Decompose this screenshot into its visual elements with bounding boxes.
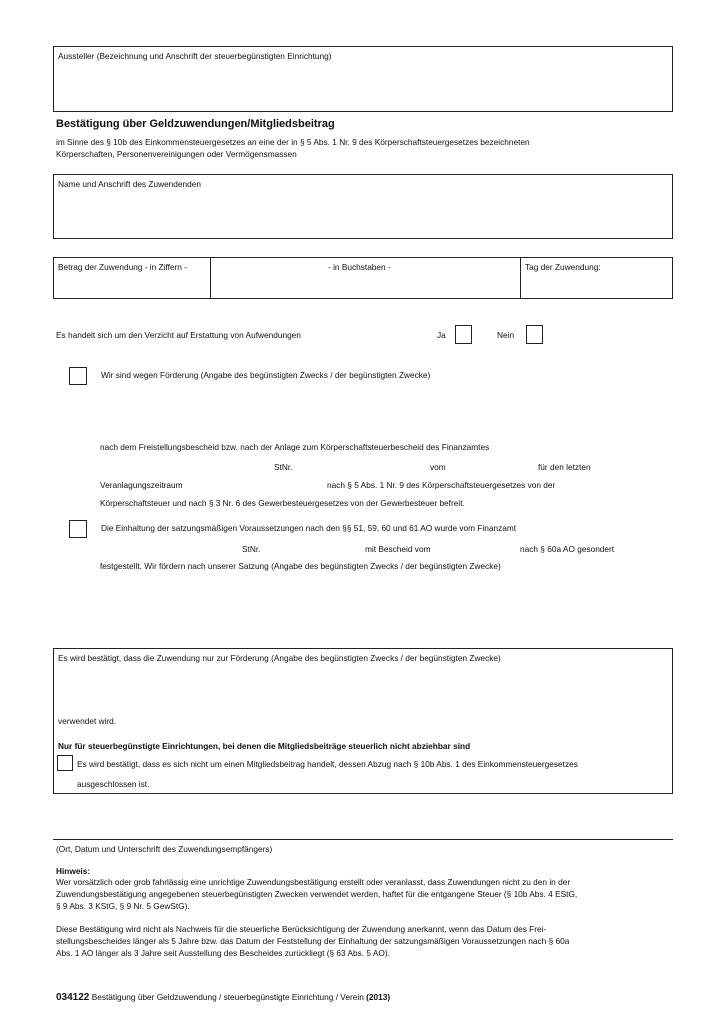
- waiver-yes-checkbox[interactable]: [455, 325, 472, 344]
- hint-heading: Hinweis:: [56, 866, 91, 876]
- option2-section60a-label: nach § 60a AO gesondert: [520, 544, 615, 554]
- membership-checkbox[interactable]: [57, 755, 73, 771]
- option2-checkbox[interactable]: [69, 520, 87, 538]
- form-footer: [56, 992, 390, 1003]
- confirmation-used: verwendet wird.: [58, 716, 117, 726]
- donor-label: Name und Anschrift des Zuwendenden: [58, 179, 201, 189]
- donor-field[interactable]: [53, 174, 673, 239]
- membership-line2: ausgeschlossen ist.: [77, 779, 150, 789]
- hint-p2-line2: stellungsbescheides länger als 5 Jahre bzw. das Datum der Feststellung der Einhaltung der satzungsmäßigen Voraussetzungen nach § 60a: [56, 936, 570, 946]
- issuer-label: Aussteller (Bezeichnung und Anschrift der steuerbegünstigten Einrichtung): [58, 51, 332, 61]
- option1-checkbox[interactable]: [69, 367, 87, 385]
- notice-last-label: für den letzten: [538, 462, 591, 472]
- hint-p2-line1: Diese Bestätigung wird nicht als Nachweis für die steuerliche Berücksichtigung der Zuwendung anerkannt, wenn das Datum des Frei-: [56, 924, 547, 934]
- donation-date-label: Tag der Zuwendung:: [525, 262, 601, 272]
- amount-digits-field[interactable]: [53, 257, 211, 299]
- hint-p1-line2: Zuwendungsbestätigung angegebenen steuerbegünstigten Zwecken verwendet werden, haftet für die entgangene Steuer (§ 10b Abs. 4 EStG,: [56, 889, 578, 899]
- notice-line3: Körperschaftsteuer und nach § 3 Nr. 6 des Gewerbesteuergesetzes von der Gewerbesteuer befreit.: [100, 498, 465, 508]
- form-footer-year: (2013): [366, 992, 391, 1002]
- form-code: 034122: [56, 992, 90, 1003]
- waiver-yes-label: Ja: [437, 330, 446, 340]
- option2-line1: Die Einhaltung der satzungsmäßigen Voraussetzungen nach den §§ 51, 59, 60 und 61 AO wurde vom Finanzamt: [101, 523, 517, 533]
- option2-notice-date-label: mit Bescheid vom: [365, 544, 431, 554]
- hint-p2-line3: Abs. 1 AO länger als 3 Jahre seit Ausstellung des Bescheides zurückliegt (§ 63 Abs. 5 AO).: [56, 948, 390, 958]
- donation-date-field[interactable]: [520, 257, 673, 299]
- option2-line3: festgestellt. Wir fördern nach unserer Satzung (Angabe des begünstigten Zwecks / der begünstigten Zwecke): [100, 561, 501, 571]
- amount-words-field[interactable]: [210, 257, 521, 299]
- waiver-question: Es handelt sich um den Verzicht auf Erstattung von Aufwendungen: [56, 330, 301, 340]
- option2-stnr-label: StNr.: [242, 544, 261, 554]
- option1-text: Wir sind wegen Förderung (Angabe des begünstigten Zwecks / der begünstigten Zwecke): [101, 370, 431, 380]
- form-footer-text: Bestätigung über Geldzuwendung / steuerbegünstigte Einrichtung / Verein: [91, 992, 364, 1002]
- confirmation-box: [53, 648, 673, 794]
- notice-assessment-label: Veranlagungszeitraum: [100, 480, 183, 490]
- amount-words-label: - in Buchstaben -: [328, 262, 391, 272]
- notice-section5-label: nach § 5 Abs. 1 Nr. 9 des Körperschaftsteuergesetzes von der: [327, 480, 556, 490]
- notice-line1: nach dem Freistellungsbescheid bzw. nach der Anlage zum Körperschaftsteuerbescheid des Finanzamtes: [100, 442, 490, 452]
- form-subtitle-line1: im Sinne des § 10b des Einkommensteuergesetzes an eine der in § 5 Abs. 1 Nr. 9 des Körperschaftsteuergesetzes bezeichneten: [56, 137, 530, 147]
- notice-vom-label: vom: [430, 462, 446, 472]
- hint-p1-line1: Wer vorsätzlich oder grob fahrlässig eine unrichtige Zuwendungsbestätigung erstellt oder veranlasst, dass Zuwendungen nicht zu den in der: [56, 877, 571, 887]
- signature-label: (Ort, Datum und Unterschrift des Zuwendungsempfängers): [56, 844, 273, 854]
- notice-stnr-label: StNr.: [274, 462, 293, 472]
- form-subtitle-line2: Körperschaften, Personenvereinigungen oder Vermögensmassen: [56, 149, 297, 159]
- amount-digits-label: Betrag der Zuwendung - in Ziffern -: [58, 262, 187, 272]
- membership-line1: Es wird bestätigt, dass es sich nicht um einen Mitgliedsbeitrag handelt, dessen Abzug nach § 10b Abs. 1 des Einkommensteuergesetzes: [77, 759, 578, 769]
- waiver-no-checkbox[interactable]: [526, 325, 543, 344]
- signature-line: [53, 839, 673, 840]
- waiver-no-label: Nein: [497, 330, 515, 340]
- confirmation-line1: Es wird bestätigt, dass die Zuwendung nur zur Förderung (Angabe des begünstigten Zwecks / der begünstigten Zwecke): [58, 653, 501, 663]
- hint-p1-line3: § 9 Abs. 3 KStG, § 9 Nr. 5 GewStG).: [56, 901, 190, 911]
- issuer-field[interactable]: [53, 46, 673, 112]
- membership-heading: Nur für steuerbegünstigte Einrichtungen, bei denen die Mitgliedsbeiträge steuerlich nicht abziehbar sind: [58, 741, 471, 751]
- form-title: Bestätigung über Geldzuwendungen/Mitgliedsbeitrag: [56, 118, 335, 130]
